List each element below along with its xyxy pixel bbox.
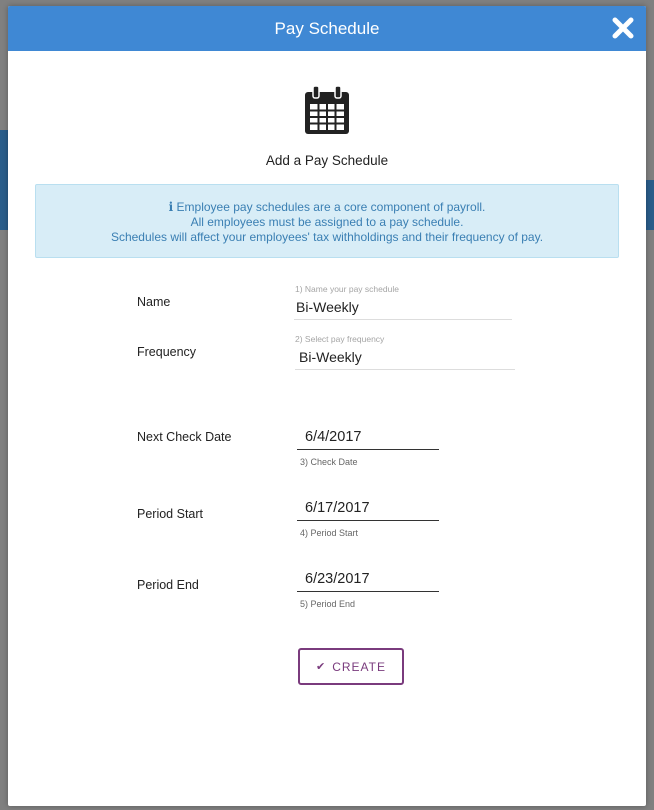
frequency-select[interactable]: Bi-Weekly [295,346,515,370]
frequency-label: Frequency [137,345,197,359]
name-hint: 1) Name your pay schedule [295,284,399,294]
next-check-date-input[interactable]: 6/4/2017 [297,426,439,450]
background-sidebar-strip [0,130,8,230]
period-end-input[interactable]: 6/23/2017 [297,568,439,592]
name-label: Name [137,295,171,309]
period-start-label: Period Start [137,507,204,521]
frequency-hint: 2) Select pay frequency [295,334,385,344]
period-start-hint: 4) Period Start [300,528,359,538]
modal-subtitle: Add a Pay Schedule [265,153,389,168]
create-button-label: CREATE [332,659,386,674]
next-check-date-label: Next Check Date [137,430,232,444]
info-line-1 [36,200,618,215]
close-icon[interactable] [610,15,636,41]
info-icon: i [168,200,174,214]
period-end-hint: 5) Period End [300,599,356,609]
check-icon: ✔ [315,661,327,673]
period-start-input[interactable]: 6/17/2017 [297,497,439,521]
name-input[interactable]: Bi-Weekly [294,296,512,320]
background-panel-strip [646,180,654,230]
calendar-icon [303,86,351,136]
info-text-1: Employee pay schedules are a core component of payroll. [176,200,486,214]
create-button[interactable] [298,648,404,685]
info-line-3: Schedules will affect your employees' tax withholdings and their frequency of pay. [110,230,544,244]
modal-title: Pay Schedule [274,18,380,38]
info-line-2: All employees must be assigned to a pay schedule. [190,215,464,229]
period-end-label: Period End [137,578,199,592]
info-alert [35,184,619,258]
next-check-date-hint: 3) Check Date [300,457,358,467]
pay-schedule-modal [8,6,646,806]
modal-header [8,6,646,51]
